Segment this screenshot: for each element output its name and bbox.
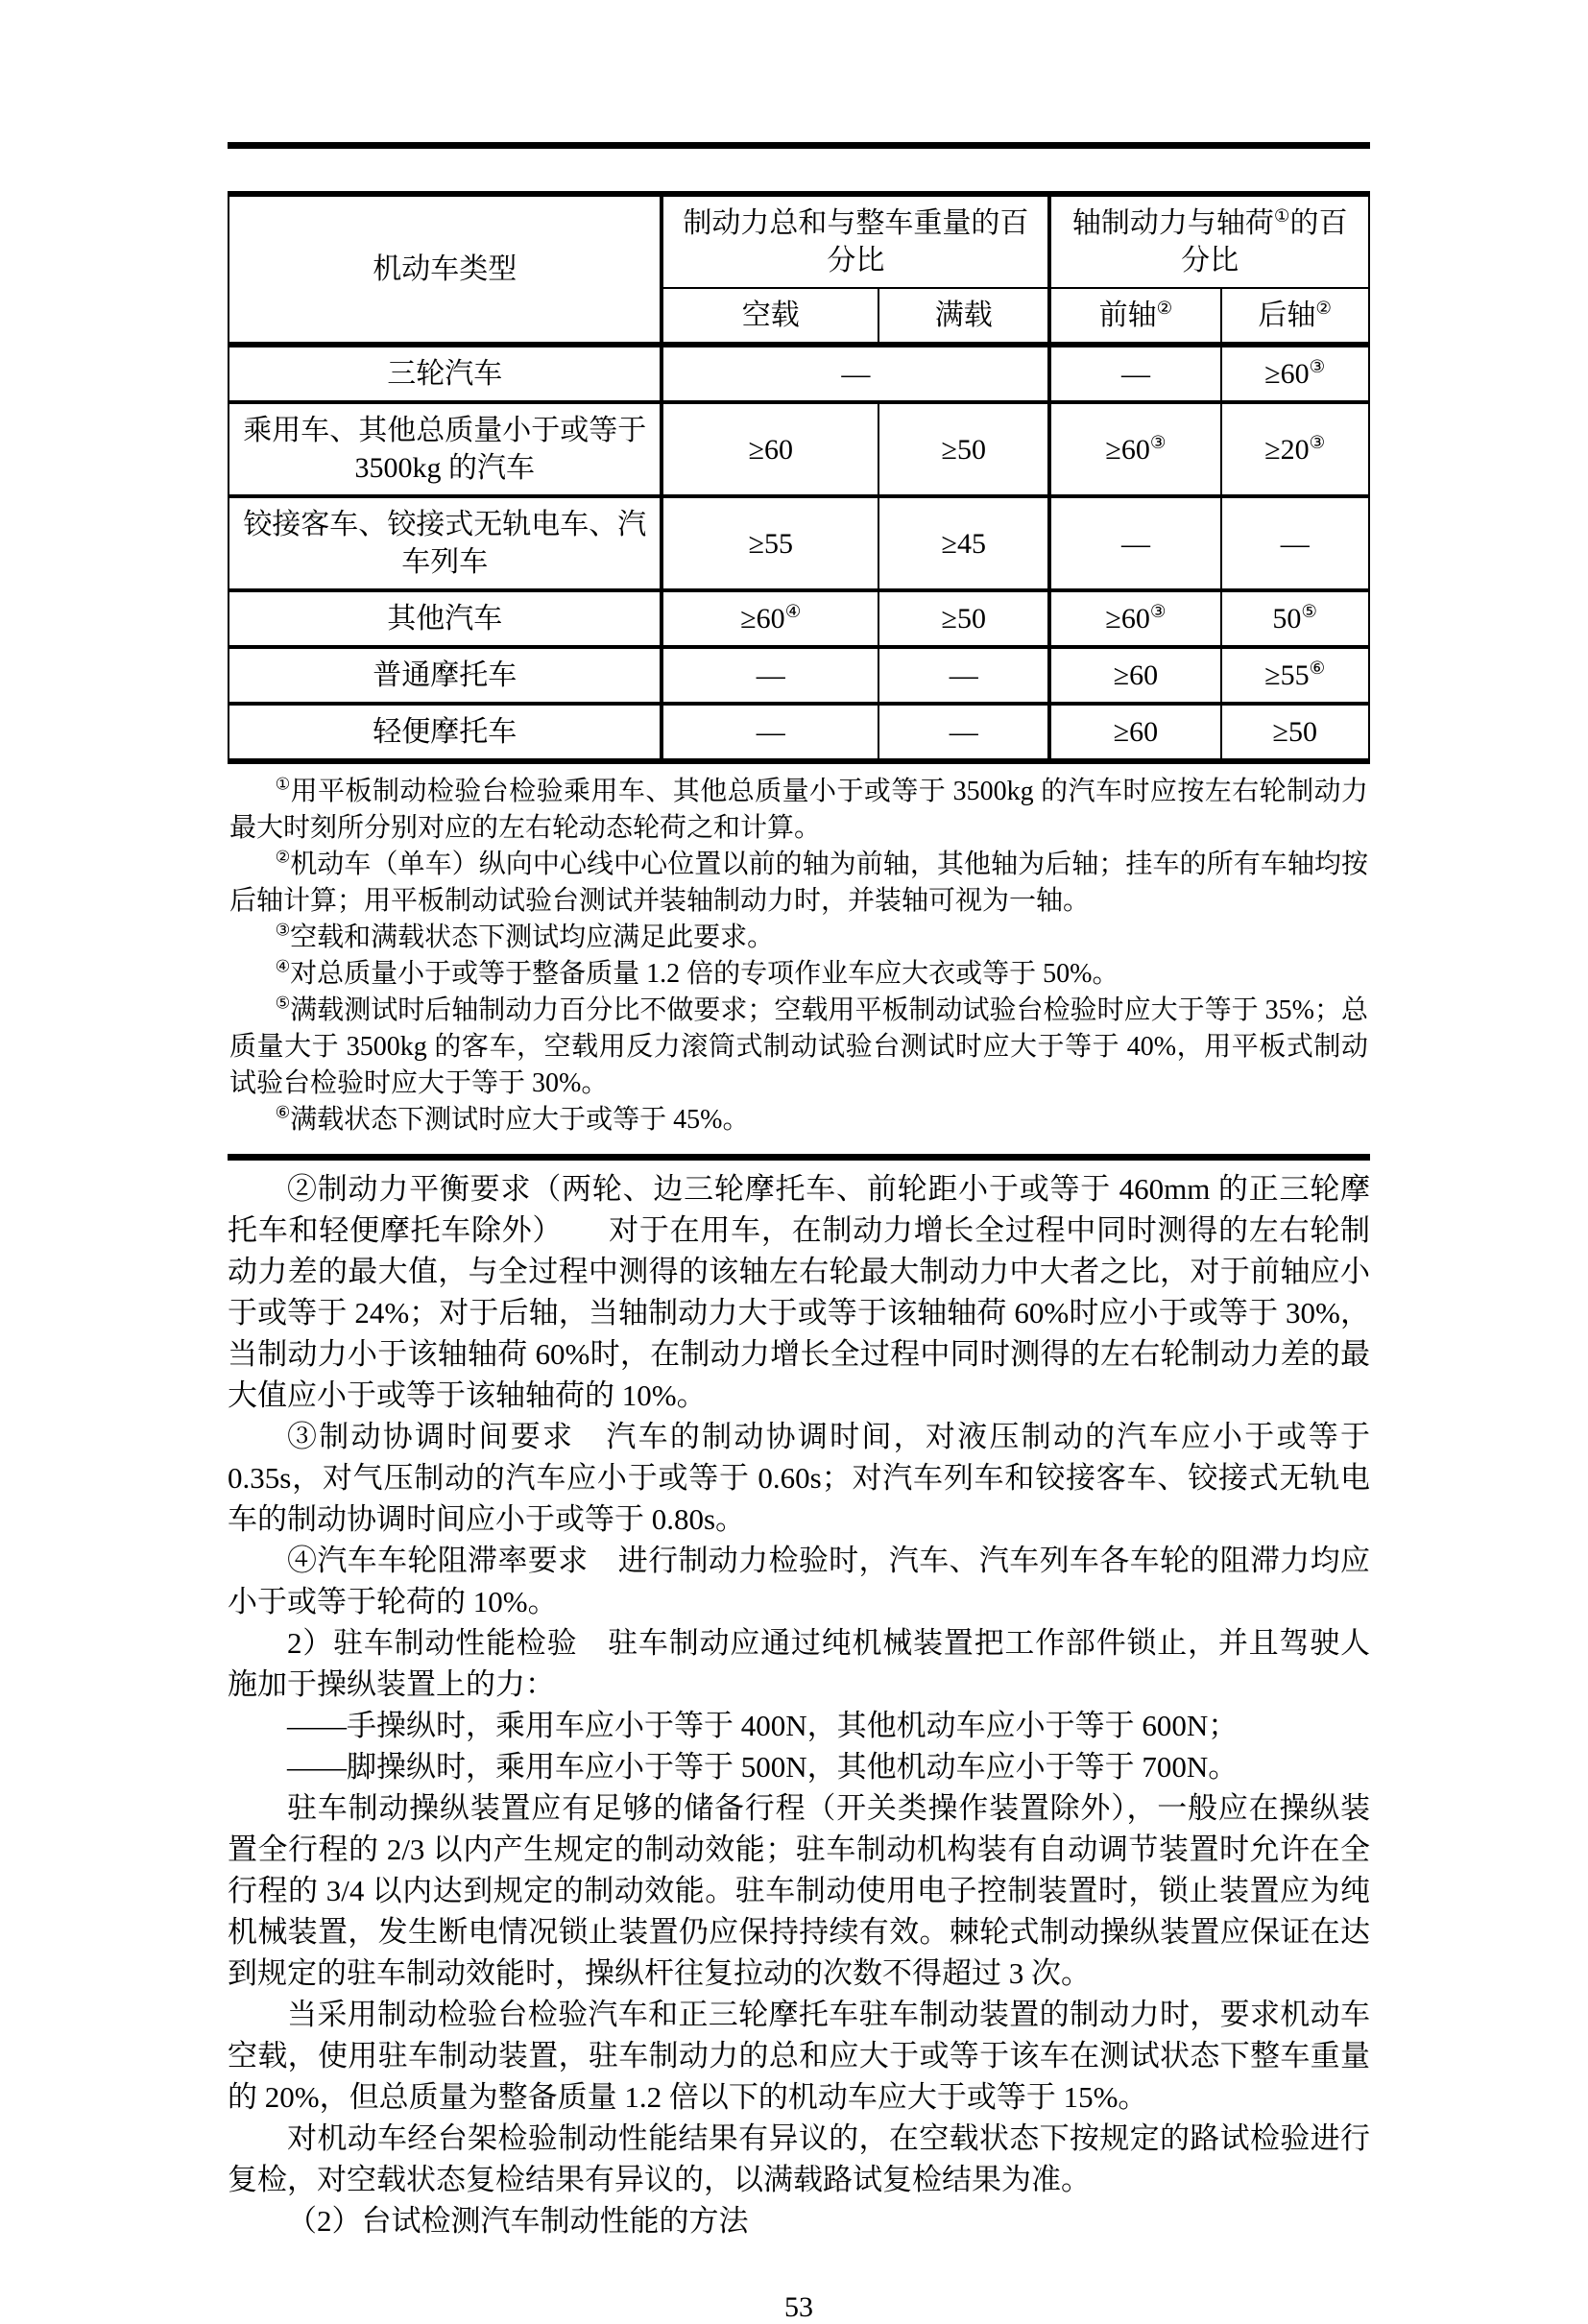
footnote-text: 满载状态下测试时应大于或等于 45%。	[290, 1105, 750, 1135]
table-row	[229, 704, 1369, 761]
front-axle-cell	[1049, 345, 1220, 402]
empty-load-label: 空载	[741, 299, 800, 331]
body-text	[228, 1168, 1370, 2241]
merged-load-cell	[662, 345, 1049, 402]
footnote-marker: ⑤	[275, 994, 291, 1013]
row-label-cell	[229, 647, 662, 704]
cell-value: ≥50	[1272, 716, 1317, 748]
page-header-rule	[228, 142, 1370, 149]
cell-value: —	[1120, 358, 1150, 390]
footnote-marker: ⑥	[275, 1103, 291, 1122]
footnote-text: 机动车（单车）纵向中心线中心位置以前的轴为前轴，其他轴为后轴；挂车的所有车轴均按后轴计算；用平板制动试验台测试并装轴制动力时，并装轴可视为一轴。	[229, 850, 1368, 916]
front-axle-label: 前轴	[1098, 299, 1157, 331]
body-paragraph: ——脚操纵时，乘用车应小于等于 500N，其他机动车应小于等于 700N。	[287, 1750, 1239, 1784]
table-row	[229, 496, 1369, 590]
rear-axle-label: 后轴	[1258, 299, 1316, 331]
cell-value: —	[949, 716, 978, 748]
rear-axle-cell	[1221, 345, 1369, 402]
cell-value: ≥55	[1264, 659, 1310, 691]
row-label: 轻便摩托车	[373, 716, 517, 748]
footnote-marker: ④	[275, 957, 291, 976]
cell-value: ≥55	[748, 527, 794, 560]
full-load-header-cell	[878, 288, 1049, 345]
front-axle-cell	[1049, 402, 1220, 496]
front-axle-footnote-marker: ②	[1156, 299, 1173, 319]
rear-axle-cell	[1221, 704, 1369, 761]
full-load-cell	[878, 647, 1049, 704]
full-load-cell	[878, 704, 1049, 761]
row-label: 铰接客车、铰接式无轨电车、汽车列车	[243, 509, 647, 578]
cell-value: —	[1280, 527, 1310, 560]
row-label: 乘用车、其他总质量小于或等于 3500kg 的汽车	[243, 415, 647, 484]
body-paragraph: 当采用制动检验台检验汽车和正三轮摩托车驻车制动装置的制动力时，要求机动车空载，使用驻车制动装置，驻车制动力的总和应大于或等于该车在测试状态下整车重量的 20%，但总质量为整备质量 1.2 倍以下的机动车应大于或等于 15%。	[228, 1998, 1370, 2114]
body-paragraph: 对机动车经台架检验制动性能结果有异议的，在空载状态下按规定的路试检验进行复检，对空载状态复检结果有异议的，以满载路试复检结果为准。	[228, 2121, 1370, 2196]
cell-footnote-marker: ③	[1309, 357, 1326, 377]
cell-value: ≥60	[1113, 716, 1159, 748]
row-label: 其他汽车	[387, 603, 503, 635]
cell-value: ≥60	[1105, 433, 1150, 466]
cell-value: 50	[1272, 603, 1302, 635]
row-label-cell	[229, 345, 662, 402]
cell-value: —	[756, 659, 785, 691]
table-footnotes	[228, 764, 1370, 1161]
front-axle-cell	[1049, 647, 1220, 704]
cell-value: ≥60	[1264, 358, 1310, 390]
row-label-cell	[229, 704, 662, 761]
cell-value: ≥50	[941, 433, 986, 466]
body-paragraph: ③制动协调时间要求 汽车的制动协调时间，对液压制动的汽车应小于或等于 0.35s，对气压制动的汽车应小于或等于 0.60s；对汽车列车和铰接客车、铰接式无轨电车的制动协调时间应小于或等于 0.80s。	[228, 1420, 1370, 1536]
page-content	[228, 0, 1370, 2324]
body-paragraph: ——手操纵时，乘用车应小于等于 400N，其他机动车应小于等于 600N；	[287, 1709, 1239, 1742]
empty-load-cell	[662, 402, 878, 496]
full-load-cell	[878, 590, 1049, 647]
front-axle-cell	[1049, 590, 1220, 647]
full-load-cell	[878, 402, 1049, 496]
page-number: 53	[784, 2291, 813, 2323]
front-axle-header-cell	[1049, 288, 1220, 345]
footnote	[229, 993, 1368, 1102]
empty-load-cell	[662, 704, 878, 761]
cell-footnote-marker: ⑤	[1301, 602, 1318, 622]
cell-footnote-marker: ⑥	[1309, 659, 1326, 679]
footnote-marker: ③	[275, 921, 291, 940]
row-label-cell	[229, 496, 662, 590]
full-load-cell	[878, 496, 1049, 590]
cell-value: ≥45	[941, 527, 986, 560]
table-row	[229, 647, 1369, 704]
cell-footnote-marker: ③	[1149, 432, 1167, 453]
table-header-group-row	[229, 194, 1369, 288]
footnote	[229, 920, 1368, 956]
cell-footnote-marker: ④	[784, 602, 802, 622]
cell-value: ≥20	[1264, 433, 1310, 466]
footnote-marker: ②	[275, 848, 291, 867]
footnote	[229, 774, 1368, 847]
empty-load-header-cell	[662, 288, 878, 345]
group2-footnote-marker: ①	[1273, 206, 1290, 227]
rear-axle-header-cell	[1221, 288, 1369, 345]
row-label: 普通摩托车	[373, 659, 517, 691]
footnote-text: 对总质量小于或等于整备质量 1.2 倍的专项作业车应大衣或等于 50%。	[290, 959, 1119, 989]
body-paragraph: 2）驻车制动性能检验 驻车制动应通过纯机械装置把工作部件锁止，并且驾驶人施加于操纵装置上的力：	[228, 1626, 1370, 1701]
full-load-label: 满载	[934, 299, 993, 331]
cell-footnote-marker: ③	[1309, 432, 1326, 453]
group1-label: 制动力总和与整车重量的百分比	[683, 207, 1029, 276]
row-label-cell	[229, 402, 662, 496]
vehicle-type-header-cell	[229, 194, 662, 345]
row-label-cell	[229, 590, 662, 647]
body-paragraph: （2）台试检测汽车制动性能的方法	[287, 2204, 749, 2238]
footnote	[229, 1102, 1368, 1138]
table-row	[229, 402, 1369, 496]
table-row	[229, 345, 1369, 402]
rear-axle-cell	[1221, 590, 1369, 647]
total-brake-force-group-header	[662, 194, 1049, 288]
footnote-text: 用平板制动检验台检验乘用车、其他总质量小于或等于 3500kg 的汽车时应按左右轮制动力最大时刻所分别对应的左右轮动态轮荷之和计算。	[229, 777, 1368, 843]
empty-load-cell	[662, 647, 878, 704]
vehicle-type-header-label: 机动车类型	[373, 253, 517, 285]
empty-load-cell	[662, 590, 878, 647]
rear-axle-cell	[1221, 647, 1369, 704]
footnote	[229, 956, 1368, 993]
cell-value: ≥60	[748, 433, 794, 466]
footnote-text: 空载和满载状态下测试均应满足此要求。	[290, 922, 775, 952]
cell-value: —	[1120, 527, 1150, 560]
empty-load-cell	[662, 496, 878, 590]
front-axle-cell	[1049, 704, 1220, 761]
front-axle-cell	[1049, 496, 1220, 590]
cell-value: —	[756, 716, 785, 748]
footnote-text: 满载测试时后轴制动力百分比不做要求；空载用平板制动试验台检验时应大于等于 35%；总质量大于 3500kg 的客车，空载用反力滚筒式制动试验台测试时应大于等于 40%，用平板式制动试验台检验时应大于等于 30%。	[229, 995, 1368, 1098]
cell-value: —	[949, 659, 978, 691]
rear-axle-footnote-marker: ②	[1315, 299, 1333, 319]
body-paragraph: 驻车制动操纵装置应有足够的储备行程（开关类操作装置除外），一般应在操纵装置全行程的 2/3 以内产生规定的制动效能；驻车制动机构装有自动调节装置时允许在全行程的 3/4 以内达到规定的制动效能。驻车制动使用电子控制装置时，锁止装置应为纯机械装置，发生断电情况锁止装置仍应保持持续有效。棘轮式制动操纵装置应保证在达到规定的驻车制动效能时，操纵杆往复拉动的次数不得超过 3 次。	[228, 1791, 1370, 1990]
cell-value: ≥60	[1105, 603, 1150, 635]
cell-value: ≥60	[740, 603, 785, 635]
brake-force-requirements-table	[228, 191, 1370, 764]
cell-value: —	[841, 358, 871, 390]
rear-axle-cell	[1221, 496, 1369, 590]
row-label: 三轮汽车	[387, 358, 503, 390]
group2-label-prefix: 轴制动力与轴荷	[1071, 207, 1274, 239]
footnote-marker: ①	[275, 775, 291, 794]
cell-value: ≥60	[1113, 659, 1159, 691]
cell-footnote-marker: ③	[1149, 602, 1167, 622]
axle-brake-force-group-header	[1049, 194, 1369, 288]
group2-label-suffix: 的百分比	[1181, 207, 1348, 276]
body-paragraph: ④汽车车轮阻滞率要求 进行制动力检验时，汽车、汽车列车各车轮的阻滞力均应小于或等于轮荷的 10%。	[228, 1544, 1370, 1618]
table-row	[229, 590, 1369, 647]
cell-value: ≥50	[941, 603, 986, 635]
footnote	[229, 847, 1368, 920]
rear-axle-cell	[1221, 402, 1369, 496]
body-paragraph: ②制动力平衡要求（两轮、边三轮摩托车、前轮距小于或等于 460mm 的正三轮摩托车和轻便摩托车除外） 对于在用车，在制动力增长全过程中同时测得的左右轮制动力差的最大值，与全过程中测得的该轴左右轮最大制动力中大者之比，对于前轴应小于或等于 24%；对于后轴，当轴制动力大于或等于该轴轴荷 60%时应小于或等于 30%，当制动力小于该轴轴荷 60%时，在制动力增长全过程中同时测得的左右轮制动力差的最大值应小于或等于该轴轴荷的 10%。	[228, 1172, 1370, 1412]
